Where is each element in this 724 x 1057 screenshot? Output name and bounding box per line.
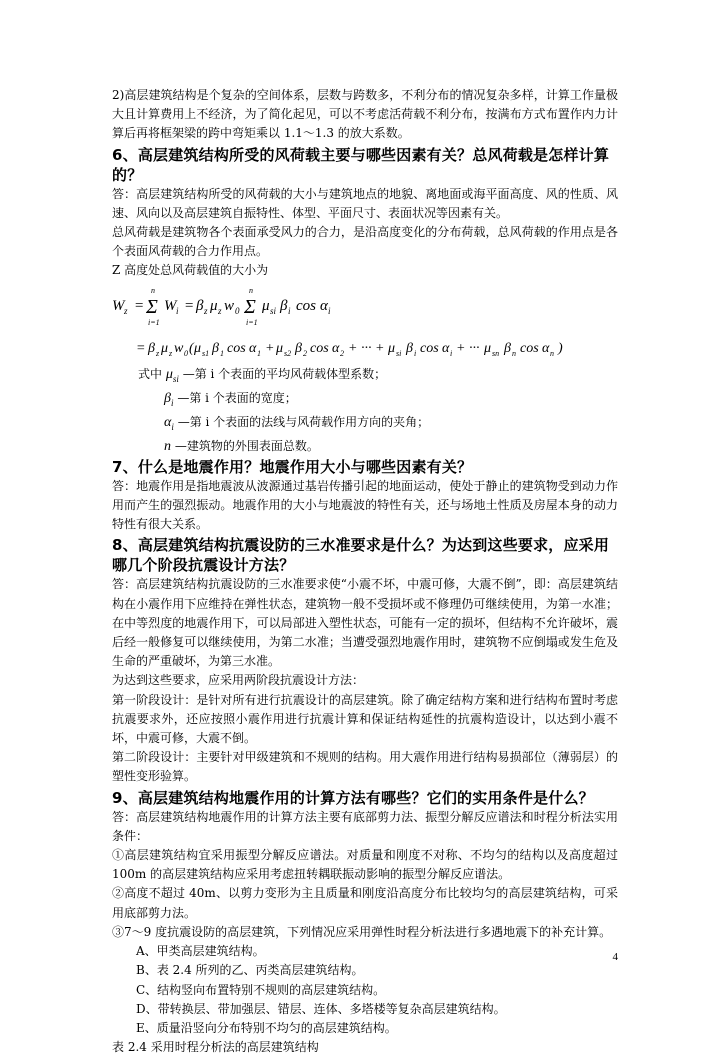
svg-text:n: n [151,285,155,295]
svg-text:i: i [328,305,331,316]
svg-text:+ ···: + ··· [456,340,480,356]
svg-text:W: W [164,297,177,314]
symbol-beta-desc: —第 i 个表面的宽度； [177,390,297,405]
symbol-mu-desc: —第 i 个表面的平均风荷载体型系数； [182,366,387,381]
svg-text:+: + [265,340,275,356]
svg-text:n: n [249,285,253,295]
q7-answer: 答：地震作用是指地震波从波源通过基岩传播引起的地面运动，使处于静止的建筑物受到动力作用而产生的强烈振动。地震作用的大小与地震波的特性有关，还与场地土性质及房屋本身的动力特性有很大关系。 [112,478,618,532]
q8-two-stage-intro: 为达到这些要求，应采用两阶段抗震设计方法： [112,673,365,688]
symbol-n-definition: n —建筑物的外围表面总数。 [164,438,319,454]
q9-sub-item-b: B、表 2.4 所列的乙、丙类高层建筑结构。 [136,963,364,978]
svg-text:i=1: i=1 [148,317,160,327]
svg-text:i: i [176,305,179,316]
svg-text:β: β [280,297,288,314]
svg-text:Σ: Σ [146,295,158,318]
document-page [112,86,618,1057]
svg-text:μ: μ [276,340,284,356]
svg-text:W: W [112,297,125,314]
svg-text:2: 2 [303,348,307,358]
svg-text:si: si [396,348,402,358]
q8-heading: 8、高层建筑结构抗震设防的三水准要求是什么？为达到这些要求，应采用哪几个阶段抗震设计方法？ [112,536,610,575]
q7-heading: 7、什么是地震作用？地震作用大小与哪些因素有关？ [112,457,473,476]
q8-stage-1: 第一阶段设计：是针对所有进行抗震设计的高层建筑。除了确定结构方案和进行结构布置时考虑抗震要求外，还应按照小震作用进行抗震计算和保证结构延性的抗震构造设计，以达到小震不坏，中震可修，大震不倒。 [112,692,618,746]
svg-text:cos: cos [296,297,316,314]
svg-text:μ: μ [484,340,492,356]
svg-text:α: α [442,340,450,356]
svg-text:w: w [174,340,184,356]
svg-text:β: β [406,340,413,356]
svg-text:=: = [136,340,146,356]
symbol-mu-definition: 式中 $\mu_{si}$ —第 i 个表面的平均风荷载体型系数； [138,366,387,384]
q6-answer-1: 答：高层建筑结构所受的风荷载的大小与建筑地点的地貌、离地面或海平面高度、风的性质、风速、风向以及高层建筑自振特性、体型、平面尺寸、表面状况等因素有关。 [112,186,618,220]
intro-paragraph: 2)高层建筑结构是个复杂的空间体系，层数与跨数多，不利分布的情况复杂多样，计算工作量极大且计算费用上不经济，为了简化起见，可以不考虑活荷载不利分布，按满布方式布置作内力计算后再将框架梁的跨中弯矩乘以 1.1～1.3 的放大系数。 [112,88,618,141]
wind-load-formula-line-2 [112,337,618,365]
svg-text:α: α [249,340,257,356]
svg-text:μ: μ [210,297,218,314]
wind-load-formula-svg-1 [112,283,412,327]
symbol-alpha-definition: $\alpha_i$ —第 i 个表面的法线与风荷载作用方向的夹角； [164,414,430,432]
q9-sub-item-c: C、结构竖向布置特别不规则的高层建筑结构。 [136,982,386,997]
svg-text:z: z [204,305,208,316]
symbol-alpha-desc: —第 i 个表面的法线与风荷载作用方向的夹角； [177,414,430,429]
symbol-n-desc: —建筑物的外围表面总数。 [174,438,319,453]
q9-item-1: ①高层建筑结构宜采用振型分解反应谱法。对质量和刚度不对称、不均匀的结构以及高度超过 100m 的高层建筑结构应采用考虑扭转耦联振动影响的振型分解反应谱法。 [112,848,618,882]
symbol-beta-definition: $\beta_i$ —第 i 个表面的宽度； [164,390,297,408]
svg-text:α: α [542,340,550,356]
q9-heading: 9、高层建筑结构地震作用的计算方法有哪些？它们的实用条件是什么？ [112,788,594,807]
svg-text:cos: cos [227,340,246,356]
symbol-mu-prefix: 式中 [138,366,163,381]
svg-text:2: 2 [340,348,344,358]
svg-text:β: β [196,297,204,314]
svg-text:β: β [148,340,155,356]
svg-text:0: 0 [184,348,188,358]
svg-text:1: 1 [257,348,261,358]
svg-text:): ) [558,340,563,356]
wind-load-formula-line-1 [112,283,618,333]
q9-item-2: ②高度不超过 40m、以剪力变形为主且质量和刚度沿高度分布比较均匀的高层建筑结构，可采用底部剪力法。 [112,886,618,920]
svg-text:n: n [550,348,554,358]
q8-answer: 答：高层建筑结构抗震设防的三水准要求使“小震不坏，中震可修，大震不倒”，即：高层建筑结构在小震作用下应维持在弹性状态，建筑物一般不受损坏或不修理仍可继续使用，为第一水准；在中等烈度的地震作用下，可以局部进入塑性状态，可能有一定的损坏，但结构不允许破坏，震后经一般修复可以继续使用，为第二水准；当遭受强烈地震作用时，建筑物不应倒塌或发生危及生命的严重破坏，为第三水准。 [112,577,618,669]
svg-text:0: 0 [235,305,240,316]
svg-text:s1: s1 [202,348,210,358]
svg-text:β: β [212,340,219,356]
svg-text:z: z [218,305,222,316]
svg-text:z: z [156,348,160,358]
svg-text:μ: μ [388,340,396,356]
svg-text:μ: μ [262,297,270,314]
svg-text:1: 1 [220,348,224,358]
svg-text:+ ··· +: + ··· + [348,340,385,356]
q9-answer: 答：高层建筑结构地震作用的计算方法主要有底部剪力法、振型分解反应谱法和时程分析法实用条件： [112,809,618,843]
svg-text:i: i [288,305,291,316]
svg-text:z: z [169,348,173,358]
q9-sub-item-e: E、质量沿竖向分布特别不均匀的高层建筑结构。 [136,1020,397,1035]
svg-text:cos: cos [520,340,539,356]
table-caption: 表 2.4 采用时程分析法的高层建筑结构 [112,1040,319,1055]
svg-text:w: w [224,297,235,314]
q9-sub-item-a: A、甲类高层建筑结构。 [136,944,265,959]
svg-text:μ: μ [194,340,202,356]
q9-sub-item-d: D、带转换层、带加强层、错层、连体、多塔楼等复杂高层建筑结构。 [136,1001,506,1016]
svg-text:si: si [270,305,277,316]
svg-text:μ: μ [161,340,169,356]
svg-text:i: i [450,348,453,358]
wind-load-formula-svg-2 [136,337,606,359]
q8-stage-2: 第二阶段设计：主要针对甲级建筑和不规则的结构。用大震作用进行结构易损部位（薄弱层）的塑性变形验算。 [112,750,618,784]
svg-text:Σ: Σ [244,295,256,318]
svg-text:i: i [414,348,417,358]
svg-text:=: = [184,297,195,314]
q6-formula-intro: Z 高度处总风荷载值的大小为 [112,263,269,278]
svg-text:β: β [295,340,302,356]
svg-text:s2: s2 [284,348,292,358]
svg-text:cos: cos [420,340,439,356]
svg-text:n: n [512,348,516,358]
svg-text:i=1: i=1 [246,317,258,327]
svg-text:(: ( [189,340,194,356]
svg-text:α: α [332,340,340,356]
page-number: 4 [612,951,618,963]
svg-text:=: = [134,297,145,314]
q9-item-3: ③7～9 度抗震设防的高层建筑，下列情况应采用弹性时程分析法进行多遇地震下的补充计算。 [112,924,612,939]
svg-text:β: β [504,340,511,356]
svg-text:cos: cos [310,340,329,356]
q6-heading: 6、高层建筑结构所受的风荷载主要与哪些因素有关？总风荷载是怎样计算的？ [112,145,610,184]
q6-answer-2: 总风荷载是建筑物各个表面承受风力的合力，是沿高度变化的分布荷载，总风荷载的作用点是各个表面风荷载的合力作用点。 [112,225,618,259]
svg-text:α: α [320,297,328,314]
svg-text:z: z [124,305,128,316]
svg-text:sn: sn [492,348,500,358]
